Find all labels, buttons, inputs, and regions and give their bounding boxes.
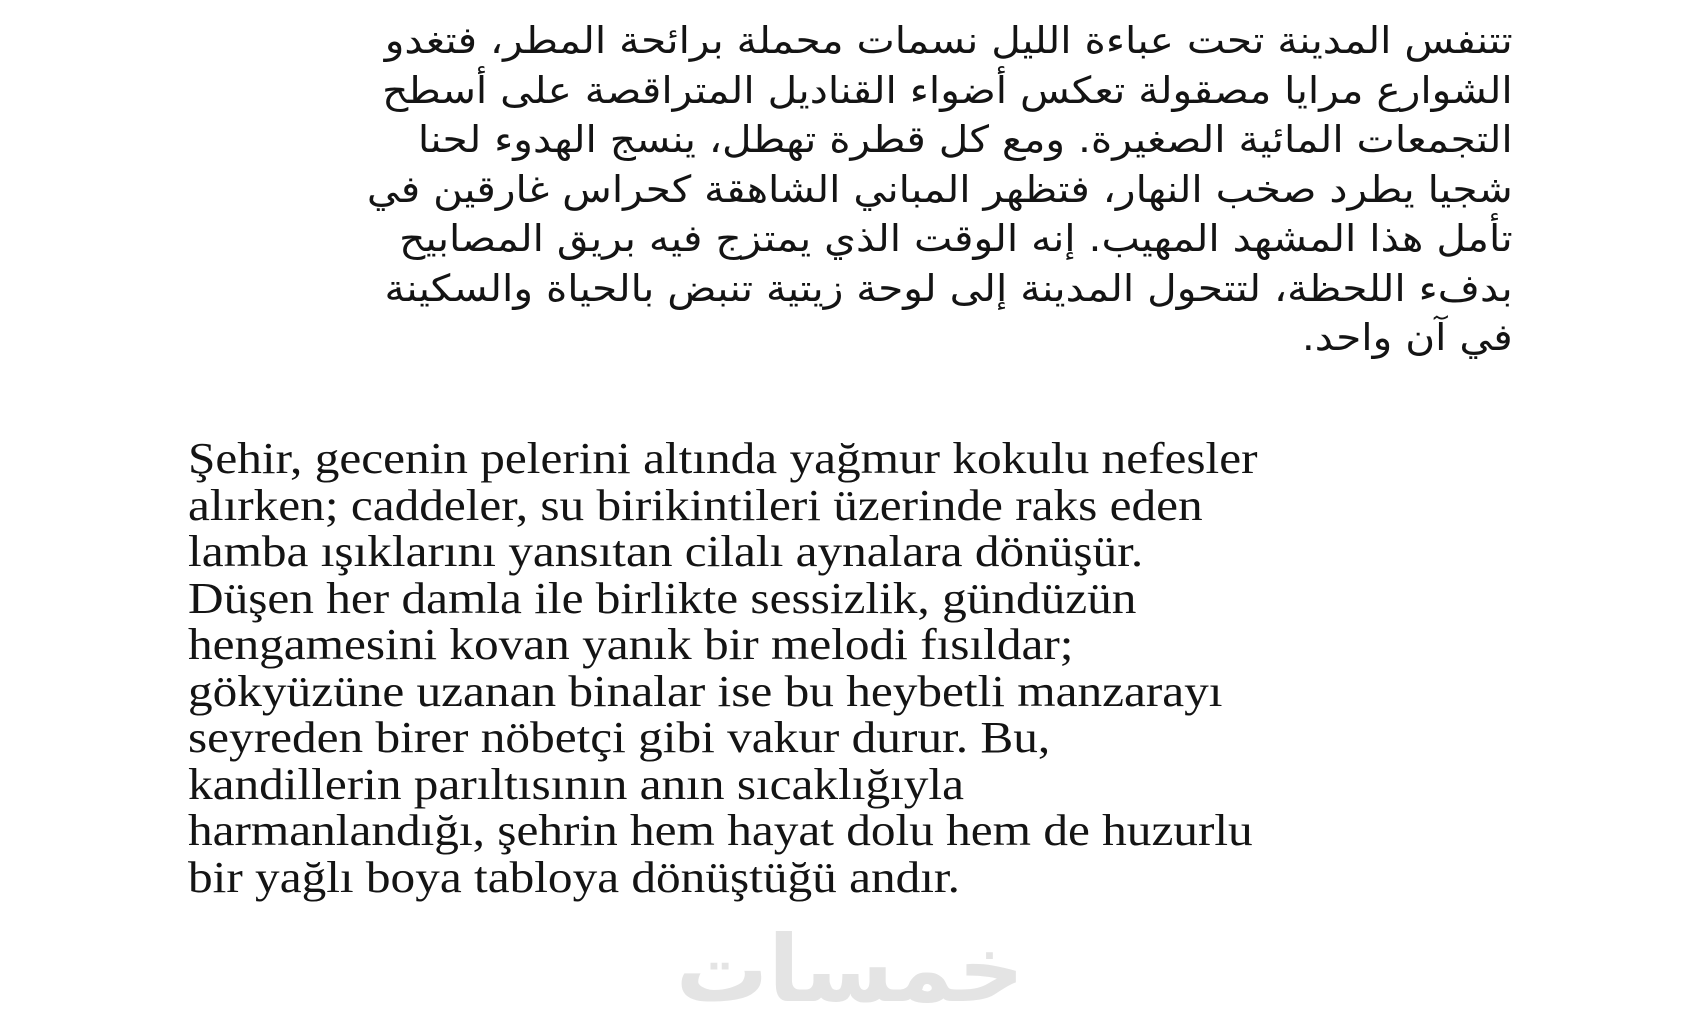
arabic-line-3: التجمعات المائية الصغيرة. ومع كل قطرة تهطل، ينسج الهدوء لحنا [418, 118, 1513, 161]
turkish-line-9: harmanlandığı, şehrin hem hayat dolu hem de huzurlu [188, 806, 1253, 855]
arabic-line-6: بدفء اللحظة، لتتحول المدينة إلى لوحة زيتية تنبض بالحياة والسكينة [384, 266, 1514, 310]
turkish-line-1: Şehir, gecenin pelerini altında yağmur kokulu nefesler [188, 434, 1258, 483]
turkish-line-8: kandillerin parıltısının anın sıcaklığıyla [188, 759, 965, 809]
turkish-paragraph [188, 436, 1258, 901]
arabic-paragraph [367, 16, 1513, 363]
turkish-line-2: alırken; caddeler, su birikintileri üzerinde raks eden [188, 480, 1203, 530]
turkish-line-7: seyreden birer nöbetçi gibi vakur durur. Bu, [188, 713, 1051, 762]
turkish-line-10: bir yağlı boya tabloya dönüştüğü andır. [188, 852, 960, 902]
arabic-line-4: شجيا يطرد صخب النهار، فتظهر المباني الشاهقة كحراس غارقين في [367, 167, 1513, 211]
arabic-line-7: في آن واحد. [1302, 316, 1513, 359]
turkish-line-5: hengamesini kovan yanık bir melodi fısıldar; [188, 620, 1074, 669]
arabic-line-1: تتنفس المدينة تحت عباءة الليل نسمات محملة برائحة المطر، فتغدو [384, 19, 1514, 62]
arabic-line-2: الشوارع مرايا مصقولة تعكس أضواء القناديل المتراقصة على أسطح [382, 68, 1514, 112]
arabic-line-5: تأمل هذا المشهد المهيب. إنه الوقت الذي يمتزج فيه بريق المصابيح [399, 217, 1513, 260]
turkish-line-3: lamba ışıklarını yansıtan cilalı aynalara dönüşür. [188, 527, 1144, 576]
turkish-line-6: gökyüzüne uzanan binalar ise bu heybetli manzarayı [188, 666, 1223, 716]
turkish-line-4: Düşen her damla ile birlikte sessizlik, gündüzün [188, 573, 1137, 623]
khamsat-watermark: خمسات [675, 916, 1025, 1023]
